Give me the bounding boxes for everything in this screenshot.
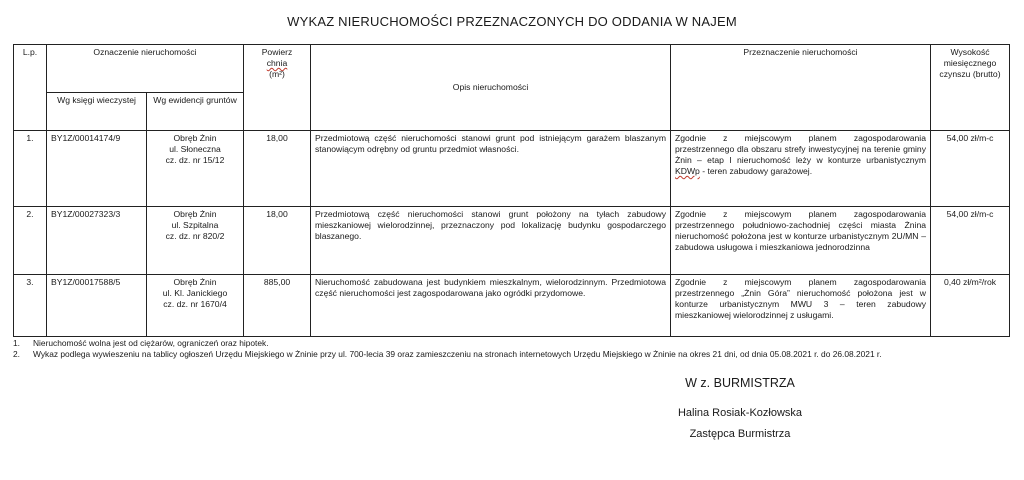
- row-ew-ulica: ul. Słoneczna: [169, 144, 221, 154]
- row-lp: 1.: [14, 131, 47, 207]
- row-przeznaczenie-symbol: KDWp: [675, 166, 700, 176]
- row-ew-dzialka: cz. dz. nr 1670/4: [163, 299, 227, 309]
- table-row: [14, 275, 1010, 337]
- row-czynsz: 0,40 zł/m²/rok: [931, 275, 1010, 337]
- header-lp: L.p.: [14, 45, 47, 131]
- footnote-number: 1.: [13, 338, 20, 348]
- row-kw: BY1Z/00014174/9: [47, 131, 147, 207]
- row-przeznaczenie: Zgodnie z miejscowym planem zagospodarowania przestrzennego „Żnin Góra” nieruchomość położona jest w konturze urbanistycznym MWU 3 – teren zabudowy mieszkaniowej wielorodzinnej z usługami.: [671, 275, 931, 337]
- row-powierzchnia: 885,00: [244, 275, 311, 337]
- row-ew-obreb: Obręb Żnin: [173, 277, 217, 287]
- footnote: [13, 338, 1003, 349]
- header-czynsz: Wysokość miesięcznego czynszu (brutto): [931, 45, 1010, 131]
- row-czynsz: 54,00 zł/m-c: [931, 207, 1010, 275]
- footnote-number: 2.: [13, 348, 20, 359]
- signature-role: Zastępca Burmistrza: [689, 428, 791, 440]
- row-ew-ulica: ul. Kl. Janickiego: [162, 288, 228, 298]
- header-row: [14, 45, 1010, 93]
- row-kw: BY1Z/00027323/3: [47, 207, 147, 275]
- table-row: [14, 207, 1010, 275]
- row-ew-dzialka: cz. dz. nr 820/2: [165, 231, 225, 241]
- header-ksiega: Wg księgi wieczystej: [47, 93, 147, 131]
- row-ew-obreb: Obręb Żnin: [173, 209, 217, 219]
- header-powierzchnia-a: Powierz: [261, 47, 293, 57]
- row-ewidencja: [147, 207, 244, 275]
- signature-title: W z. BURMISTRZA: [685, 376, 795, 390]
- header-powierzchnia: [244, 45, 311, 131]
- row-czynsz: 54,00 zł/m-c: [931, 131, 1010, 207]
- footnotes: [13, 338, 1003, 359]
- row-przeznaczenie-text-a: Zgodnie z miejscowym planem zagospodarowania przestrzennego dla obszaru strefy inwestycyjnej na terenie gminy Żnin – etap I nieruchomość leży w konturze urbanistycznym: [675, 133, 926, 165]
- header-powierzchnia-b: chnia: [266, 58, 288, 68]
- footnote: [13, 349, 1003, 360]
- row-ew-ulica: ul. Szpitalna: [171, 220, 219, 230]
- row-powierzchnia: 18,00: [244, 131, 311, 207]
- property-table: [13, 44, 1010, 337]
- row-ewidencja: [147, 131, 244, 207]
- table-row: [14, 131, 1010, 207]
- row-przeznaczenie: [671, 131, 931, 207]
- row-kw: BY1Z/00017588/5: [47, 275, 147, 337]
- row-lp: 3.: [14, 275, 47, 337]
- row-opis: Przedmiotową część nieruchomości stanowi grunt położony na tyłach zabudowy mieszkaniowej wielorodzinnej, przeznaczony pod lokalizację budynku gospodarczego blaszanego.: [311, 207, 671, 275]
- row-przeznaczenie: Zgodnie z miejscowym planem zagospodarowania przestrzennego południowo-zachodniej części miasta Żnina nieruchomość położona jest w konturze urbanistycznym 2U/MN – zabudowa usługowa i mieszkaniowa jednorodzinna: [671, 207, 931, 275]
- row-ew-obreb: Obręb Żnin: [173, 133, 217, 143]
- row-lp: 2.: [14, 207, 47, 275]
- document-title: WYKAZ NIERUCHOMOŚCI PRZEZNACZONYCH DO ODDANIA W NAJEM: [287, 14, 737, 29]
- row-ewidencja: [147, 275, 244, 337]
- header-opis: Opis nieruchomości: [311, 45, 671, 131]
- row-przeznaczenie-text-b: - teren zabudowy garażowej.: [699, 166, 813, 176]
- row-powierzchnia: 18,00: [244, 207, 311, 275]
- row-opis: Nieruchomość zabudowana jest budynkiem mieszkalnym, wielorodzinnym. Przedmiotowa część nieruchomości jest zagospodarowana jako ogródki przydomowe.: [311, 275, 671, 337]
- footnote-text: Wykaz podlega wywieszeniu na tablicy ogłoszeń Urzędu Miejskiego w Żninie przy ul. 700-lecia 39 oraz zamieszczeniu na stronach internetowych Urzędu Miejskiego w Żninie na okres 21 dni, od dnia 05.08.2021 r. do 26.08.2021 r.: [33, 348, 882, 359]
- signature-name: Halina Rosiak-Kozłowska: [677, 407, 803, 419]
- header-przeznaczenie: Przeznaczenie nieruchomości: [671, 45, 931, 131]
- header-powierzchnia-c: (m²): [269, 69, 285, 79]
- row-opis: Przedmiotową część nieruchomości stanowi grunt pod istniejącym garażem blaszanym stanowiącym odrębny od gruntu przedmiot własności.: [311, 131, 671, 207]
- footnote-text: Nieruchomość wolna jest od ciężarów, ograniczeń oraz hipotek.: [33, 338, 269, 348]
- header-ewidencja: Wg ewidencji gruntów: [147, 93, 244, 131]
- header-oznaczenie: Oznaczenie nieruchomości: [47, 45, 244, 93]
- row-ew-dzialka: cz. dz. nr 15/12: [165, 155, 225, 165]
